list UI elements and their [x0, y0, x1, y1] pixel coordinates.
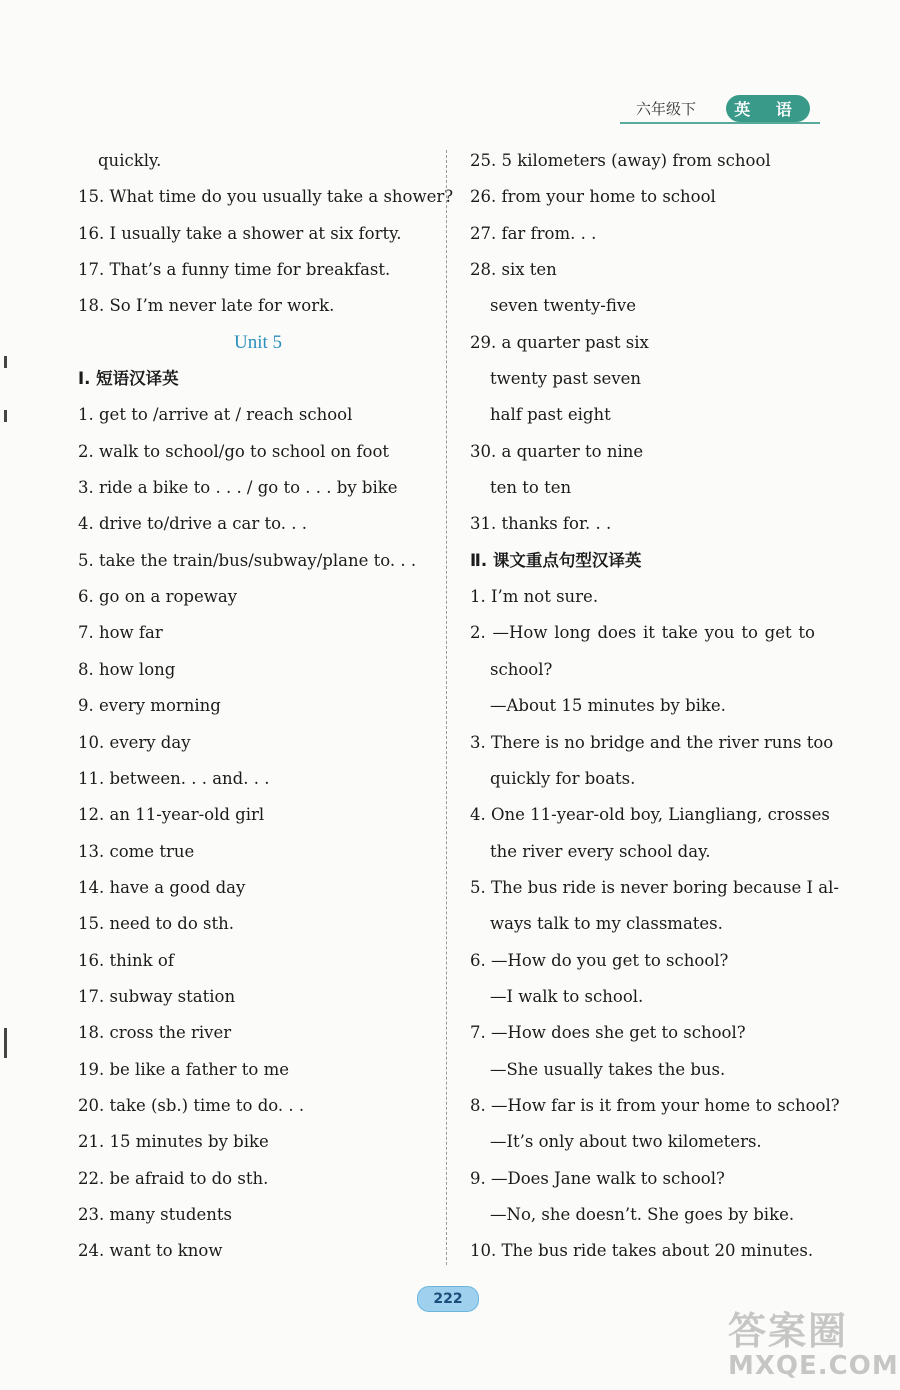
- answer-line: —I walk to school.: [490, 986, 644, 1006]
- answer-line: 10. The bus ride takes about 20 minutes.: [470, 1241, 814, 1261]
- answer-line: 13. come true: [78, 841, 195, 861]
- answer-line: 3. There is no bridge and the river runs too: [470, 732, 834, 752]
- answer-line: 21. 15 minutes by bike: [78, 1132, 269, 1152]
- answer-line: school?: [490, 659, 553, 679]
- margin-mark: [4, 410, 7, 422]
- answer-line: half past eight: [490, 405, 611, 425]
- answer-line: 6. —How do you get to school?: [470, 950, 729, 970]
- answer-line: 4. One 11-year-old boy, Liangliang, crosses: [470, 805, 830, 825]
- answer-line: 19. be like a father to me: [78, 1059, 290, 1079]
- answer-line: 9. —Does Jane walk to school?: [470, 1168, 725, 1188]
- answer-line: 1. I’m not sure.: [470, 587, 599, 607]
- answer-line: 24. want to know: [78, 1241, 223, 1261]
- answer-line: —About 15 minutes by bike.: [490, 696, 726, 716]
- answer-line: seven twenty-five: [490, 296, 636, 316]
- answer-line: 15. need to do sth.: [78, 914, 234, 934]
- answer-line: the river every school day.: [490, 841, 711, 861]
- answer-line: ten to ten: [490, 478, 572, 498]
- answer-line: 25. 5 kilometers (away) from school: [470, 151, 771, 170]
- answer-line: 28. six ten: [470, 260, 557, 280]
- margin-mark: [4, 356, 7, 368]
- column-divider: [446, 150, 447, 1265]
- section-heading: Ⅱ. 课文重点句型汉译英: [470, 550, 642, 570]
- answer-line: 12. an 11-year-old girl: [78, 805, 265, 825]
- answer-line: quickly.: [98, 151, 162, 170]
- answer-line: 16. think of: [78, 950, 174, 970]
- left-column: [78, 143, 454, 1270]
- answer-line: 8. how long: [78, 659, 176, 679]
- header-grade: 六年级下: [636, 100, 697, 118]
- answer-line: 20. take (sb.) time to do. . .: [78, 1095, 305, 1115]
- watermark-logo: [728, 1300, 899, 1381]
- answer-line: 26. from your home to school: [470, 187, 716, 207]
- watermark-en: MXQE.COM: [728, 1351, 899, 1381]
- answer-line: 10. every day: [78, 732, 191, 752]
- answer-line: 18. So I’m never late for work.: [78, 296, 335, 316]
- answer-line: 23. many students: [78, 1204, 232, 1224]
- answer-line: —She usually takes the bus.: [490, 1059, 726, 1079]
- answer-line: ways talk to my classmates.: [490, 914, 723, 934]
- answer-line: 9. every morning: [78, 696, 221, 716]
- section-heading: Ⅰ. 短语汉译英: [78, 369, 179, 389]
- page-number-badge: 222: [417, 1286, 479, 1312]
- answer-line: 17. subway station: [78, 986, 236, 1006]
- answer-line: 2. —How long does it take you to get to: [470, 623, 815, 643]
- answer-line: 2. walk to school/go to school on foot: [78, 441, 390, 461]
- answer-line: 27. far from. . .: [470, 223, 597, 243]
- answer-line: 11. between. . . and. . .: [78, 768, 270, 788]
- answer-line: 29. a quarter past six: [470, 332, 649, 352]
- answer-line: 14. have a good day: [78, 877, 246, 897]
- unit-title: Unit 5: [233, 331, 283, 353]
- answer-line: 7. —How does she get to school?: [470, 1023, 746, 1043]
- answer-line: 6. go on a ropeway: [78, 587, 238, 607]
- answer-line: 16. I usually take a shower at six forty.: [78, 223, 402, 243]
- answer-line: 15. What time do you usually take a shower?: [78, 187, 454, 207]
- header-underline: [620, 122, 820, 124]
- answer-line: 3. ride a bike to . . . / go to . . . by bike: [78, 478, 398, 498]
- answer-line: —No, she doesn’t. She goes by bike.: [490, 1204, 795, 1224]
- answer-line: 18. cross the river: [78, 1023, 232, 1043]
- answer-line: 5. The bus ride is never boring because I al-: [470, 877, 839, 897]
- answer-line: 7. how far: [78, 623, 163, 643]
- answer-line: twenty past seven: [490, 369, 642, 389]
- answer-line: 4. drive to/drive a car to. . .: [78, 514, 308, 534]
- answer-line: 1. get to /arrive at / reach school: [78, 405, 353, 425]
- answer-line: 17. That’s a funny time for breakfast.: [78, 260, 391, 280]
- answer-line: 8. —How far is it from your home to school?: [470, 1095, 840, 1115]
- answer-line: 31. thanks for. . .: [470, 514, 612, 534]
- watermark-cn: 答案圈: [728, 1309, 849, 1353]
- margin-mark: [4, 1028, 7, 1058]
- answer-line: 5. take the train/bus/subway/plane to. . .: [78, 550, 417, 570]
- answer-line: 30. a quarter to nine: [470, 441, 644, 461]
- answer-line: quickly for boats.: [490, 768, 636, 788]
- header-subject-badge: 英 语: [726, 95, 810, 122]
- answer-line: 22. be afraid to do sth.: [78, 1168, 269, 1188]
- right-column: [470, 143, 840, 1270]
- answer-line: —It’s only about two kilometers.: [490, 1132, 762, 1152]
